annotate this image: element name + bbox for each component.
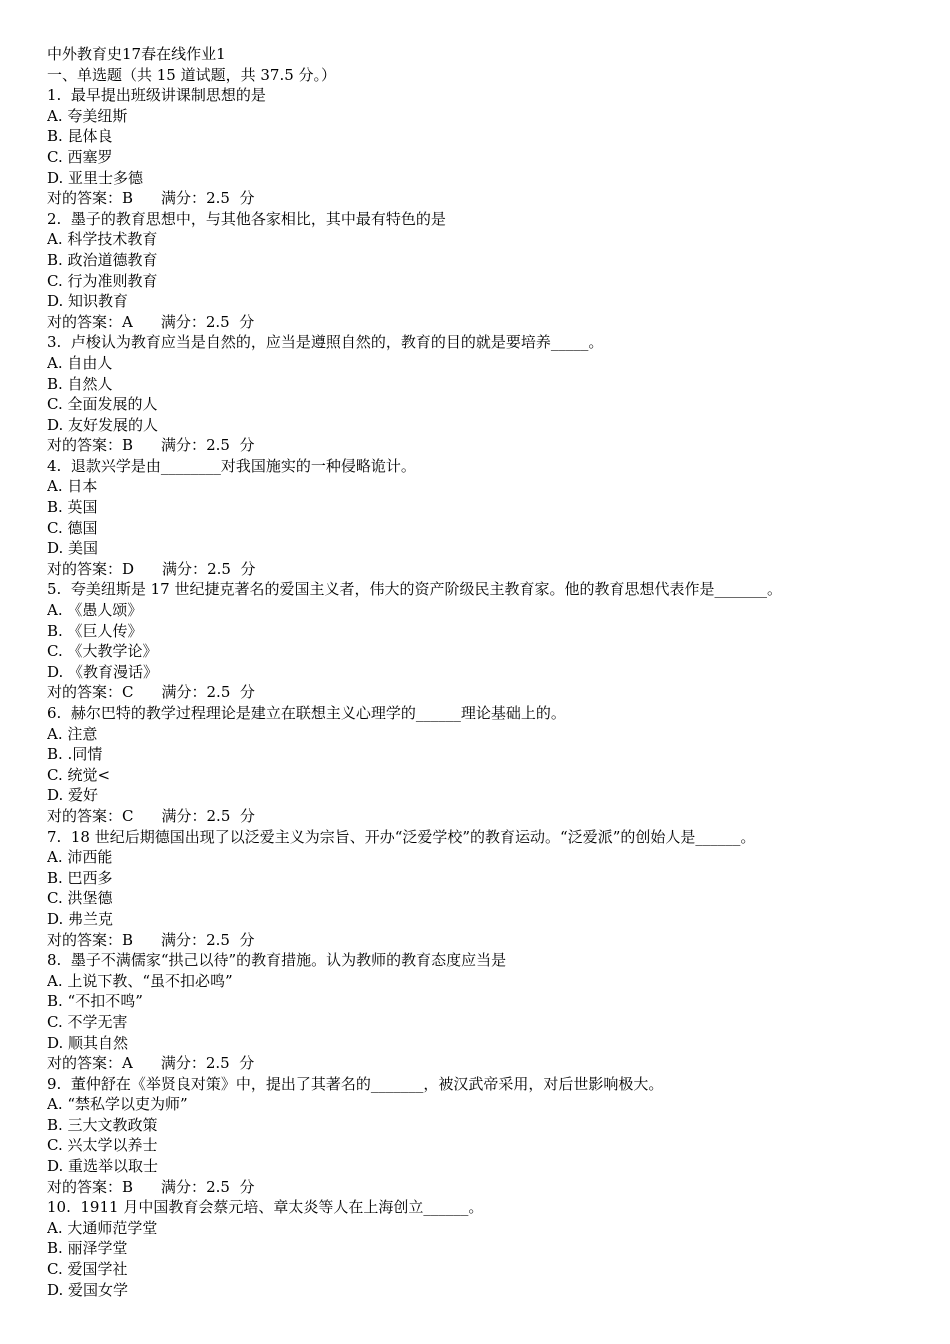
- question-option: B. 自然人: [47, 374, 113, 393]
- answer-value: A: [122, 1054, 133, 1073]
- question-block: [47, 703, 927, 827]
- score-label: 满分：: [161, 683, 207, 702]
- score-value: 2.5 分: [206, 930, 255, 949]
- question-block: [47, 456, 927, 580]
- question-block: [47, 1074, 927, 1198]
- question-option: A. 《愚人颂》: [47, 601, 143, 620]
- question-option: D. 《教育漫话》: [47, 662, 159, 681]
- question-stem: 10. 1911 月中国教育会蔡元培、章太炎等人在上海创立______。: [47, 1198, 484, 1217]
- document-title: 中外教育史17春在线作业1: [47, 45, 226, 63]
- question-option: C. 爱国学社: [47, 1260, 128, 1279]
- score-value: 2.5 分: [206, 806, 255, 825]
- section-heading: 一、单选题（共 15 道试题，共 37.5 分。）: [47, 65, 337, 84]
- score-label: 满分：: [161, 930, 207, 949]
- question-option: C. 洪堡德: [47, 889, 113, 908]
- answer-line: [47, 930, 927, 951]
- answer-line: [47, 682, 927, 703]
- question-stem: 6. 赫尔巴特的教学过程理论是建立在联想主义心理学的______理论基础上的。: [47, 704, 566, 722]
- answer-label: 对的答案：: [47, 1177, 123, 1196]
- answer-label: 对的答案：: [47, 930, 123, 949]
- question-option: B. 《巨人传》: [47, 621, 143, 640]
- answer-label: 对的答案：: [47, 1054, 123, 1073]
- question-option: C. 《大教学论》: [47, 642, 158, 661]
- score-value: 2.5 分: [206, 683, 255, 702]
- question-option: B. 政治道德教育: [47, 250, 158, 269]
- answer-label: 对的答案：: [47, 189, 123, 208]
- question-option: B. 三大文教政策: [47, 1115, 158, 1134]
- question-stem: 3. 卢梭认为教育应当是自然的，应当是遵照自然的，教育的目的就是要培养_____。: [47, 333, 604, 352]
- answer-line: [47, 188, 927, 209]
- question-stem: 1. 最早提出班级讲课制思想的是: [47, 86, 266, 105]
- document-page: [47, 44, 927, 1300]
- answer-value: A: [122, 312, 133, 331]
- answer-line: [47, 806, 927, 827]
- answer-value: B: [122, 436, 134, 455]
- answer-label: 对的答案：: [47, 806, 123, 825]
- answer-line: [47, 559, 927, 580]
- question-block: [47, 85, 927, 209]
- answer-line: [47, 1053, 927, 1074]
- question-option: C. 西塞罗: [47, 147, 113, 166]
- score-label: 满分：: [162, 559, 208, 578]
- question-option: C. 全面发展的人: [47, 395, 158, 414]
- question-option: C. 行为准则教育: [47, 271, 158, 290]
- question-option: A. 大通师范学堂: [47, 1218, 158, 1237]
- question-option: C. 不学无害: [47, 1012, 128, 1031]
- question-block: [47, 827, 927, 951]
- question-option: D. 弗兰克: [47, 909, 114, 928]
- question-stem: 4. 退款兴学是由________对我国施实的一种侵略诡计。: [47, 456, 416, 475]
- question-option: B. 丽泽学堂: [47, 1239, 128, 1258]
- answer-line: [47, 312, 927, 333]
- answer-label: 对的答案：: [47, 436, 123, 455]
- question-stem: 2. 墨子的教育思想中，与其他各家相比，其中最有特色的是: [47, 209, 446, 228]
- question-option: A. 夸美纽斯: [47, 106, 128, 125]
- question-block: [47, 579, 927, 703]
- score-value: 2.5 分: [205, 312, 255, 331]
- question-block: [47, 332, 927, 456]
- question-option: D. 知识教育: [47, 292, 129, 311]
- question-option: D. 顺其自然: [47, 1033, 129, 1052]
- score-value: 2.5 分: [206, 436, 255, 455]
- answer-label: 对的答案：: [47, 559, 123, 578]
- question-option: C. 统觉<: [47, 765, 111, 784]
- score-value: 2.5 分: [205, 1054, 255, 1073]
- answer-value: B: [122, 930, 134, 949]
- answer-line: [47, 1177, 927, 1198]
- question-block: [47, 950, 927, 1074]
- score-value: 2.5 分: [206, 1177, 255, 1196]
- question-option: A. 日本: [47, 477, 98, 496]
- question-option: B. .同情: [47, 745, 103, 764]
- answer-value: D: [122, 559, 135, 578]
- question-option: B. 巴西多: [47, 868, 113, 887]
- answer-value: C: [122, 806, 134, 825]
- score-value: 2.5 分: [206, 189, 255, 208]
- score-label: 满分：: [161, 806, 207, 825]
- question-option: D. 友好发展的人: [47, 415, 159, 434]
- question-stem: 5. 夸美纽斯是 17 世纪捷克著名的爱国主义者，伟大的资产阶级民主教育家。他的教育思想代表作是_______。: [47, 580, 782, 599]
- question-option: D. 重选举以取士: [47, 1157, 159, 1176]
- question-option: A. “禁私学以吏为师”: [47, 1095, 188, 1114]
- score-label: 满分：: [160, 312, 206, 331]
- score-label: 满分：: [161, 436, 207, 455]
- question-option: D. 美国: [47, 539, 99, 558]
- answer-label: 对的答案：: [47, 683, 123, 702]
- question-block: [47, 1197, 927, 1300]
- question-option: A. 上说下教、“虽不扣必鸣”: [47, 971, 233, 990]
- question-option: B. “不扣不鸣”: [47, 992, 143, 1011]
- question-option: A. 自由人: [47, 353, 113, 372]
- answer-line: [47, 435, 927, 456]
- score-label: 满分：: [161, 1177, 207, 1196]
- question-option: D. 爱好: [47, 786, 99, 805]
- question-option: D. 亚里士多德: [47, 168, 144, 187]
- question-stem: 7. 18 世纪后期德国出现了以泛爱主义为宗旨、开办“泛爱学校”的教育运动。“泛爱派”的创始人是______。: [47, 827, 756, 846]
- question-option: B. 英国: [47, 498, 98, 517]
- score-value: 2.5 分: [207, 559, 256, 578]
- question-option: D. 爱国女学: [47, 1280, 129, 1299]
- answer-value: B: [122, 189, 134, 208]
- question-stem: 8. 墨子不满儒家“拱己以待”的教育措施。认为教师的教育态度应当是: [47, 951, 507, 970]
- score-label: 满分：: [161, 189, 207, 208]
- answer-value: C: [122, 683, 134, 702]
- answer-value: B: [122, 1177, 134, 1196]
- question-option: A. 沛西能: [47, 848, 113, 867]
- question-option: B. 昆体良: [47, 127, 113, 146]
- question-option: C. 德国: [47, 518, 98, 537]
- answer-label: 对的答案：: [47, 312, 123, 331]
- question-option: A. 科学技术教育: [47, 230, 158, 249]
- question-block: [47, 209, 927, 333]
- score-label: 满分：: [160, 1054, 206, 1073]
- question-stem: 9. 董仲舒在《举贤良对策》中，提出了其著名的_______，被汉武帝采用，对后世影响极大。: [47, 1074, 664, 1093]
- question-option: C. 兴太学以养士: [47, 1136, 158, 1155]
- question-option: A. 注意: [47, 724, 98, 743]
